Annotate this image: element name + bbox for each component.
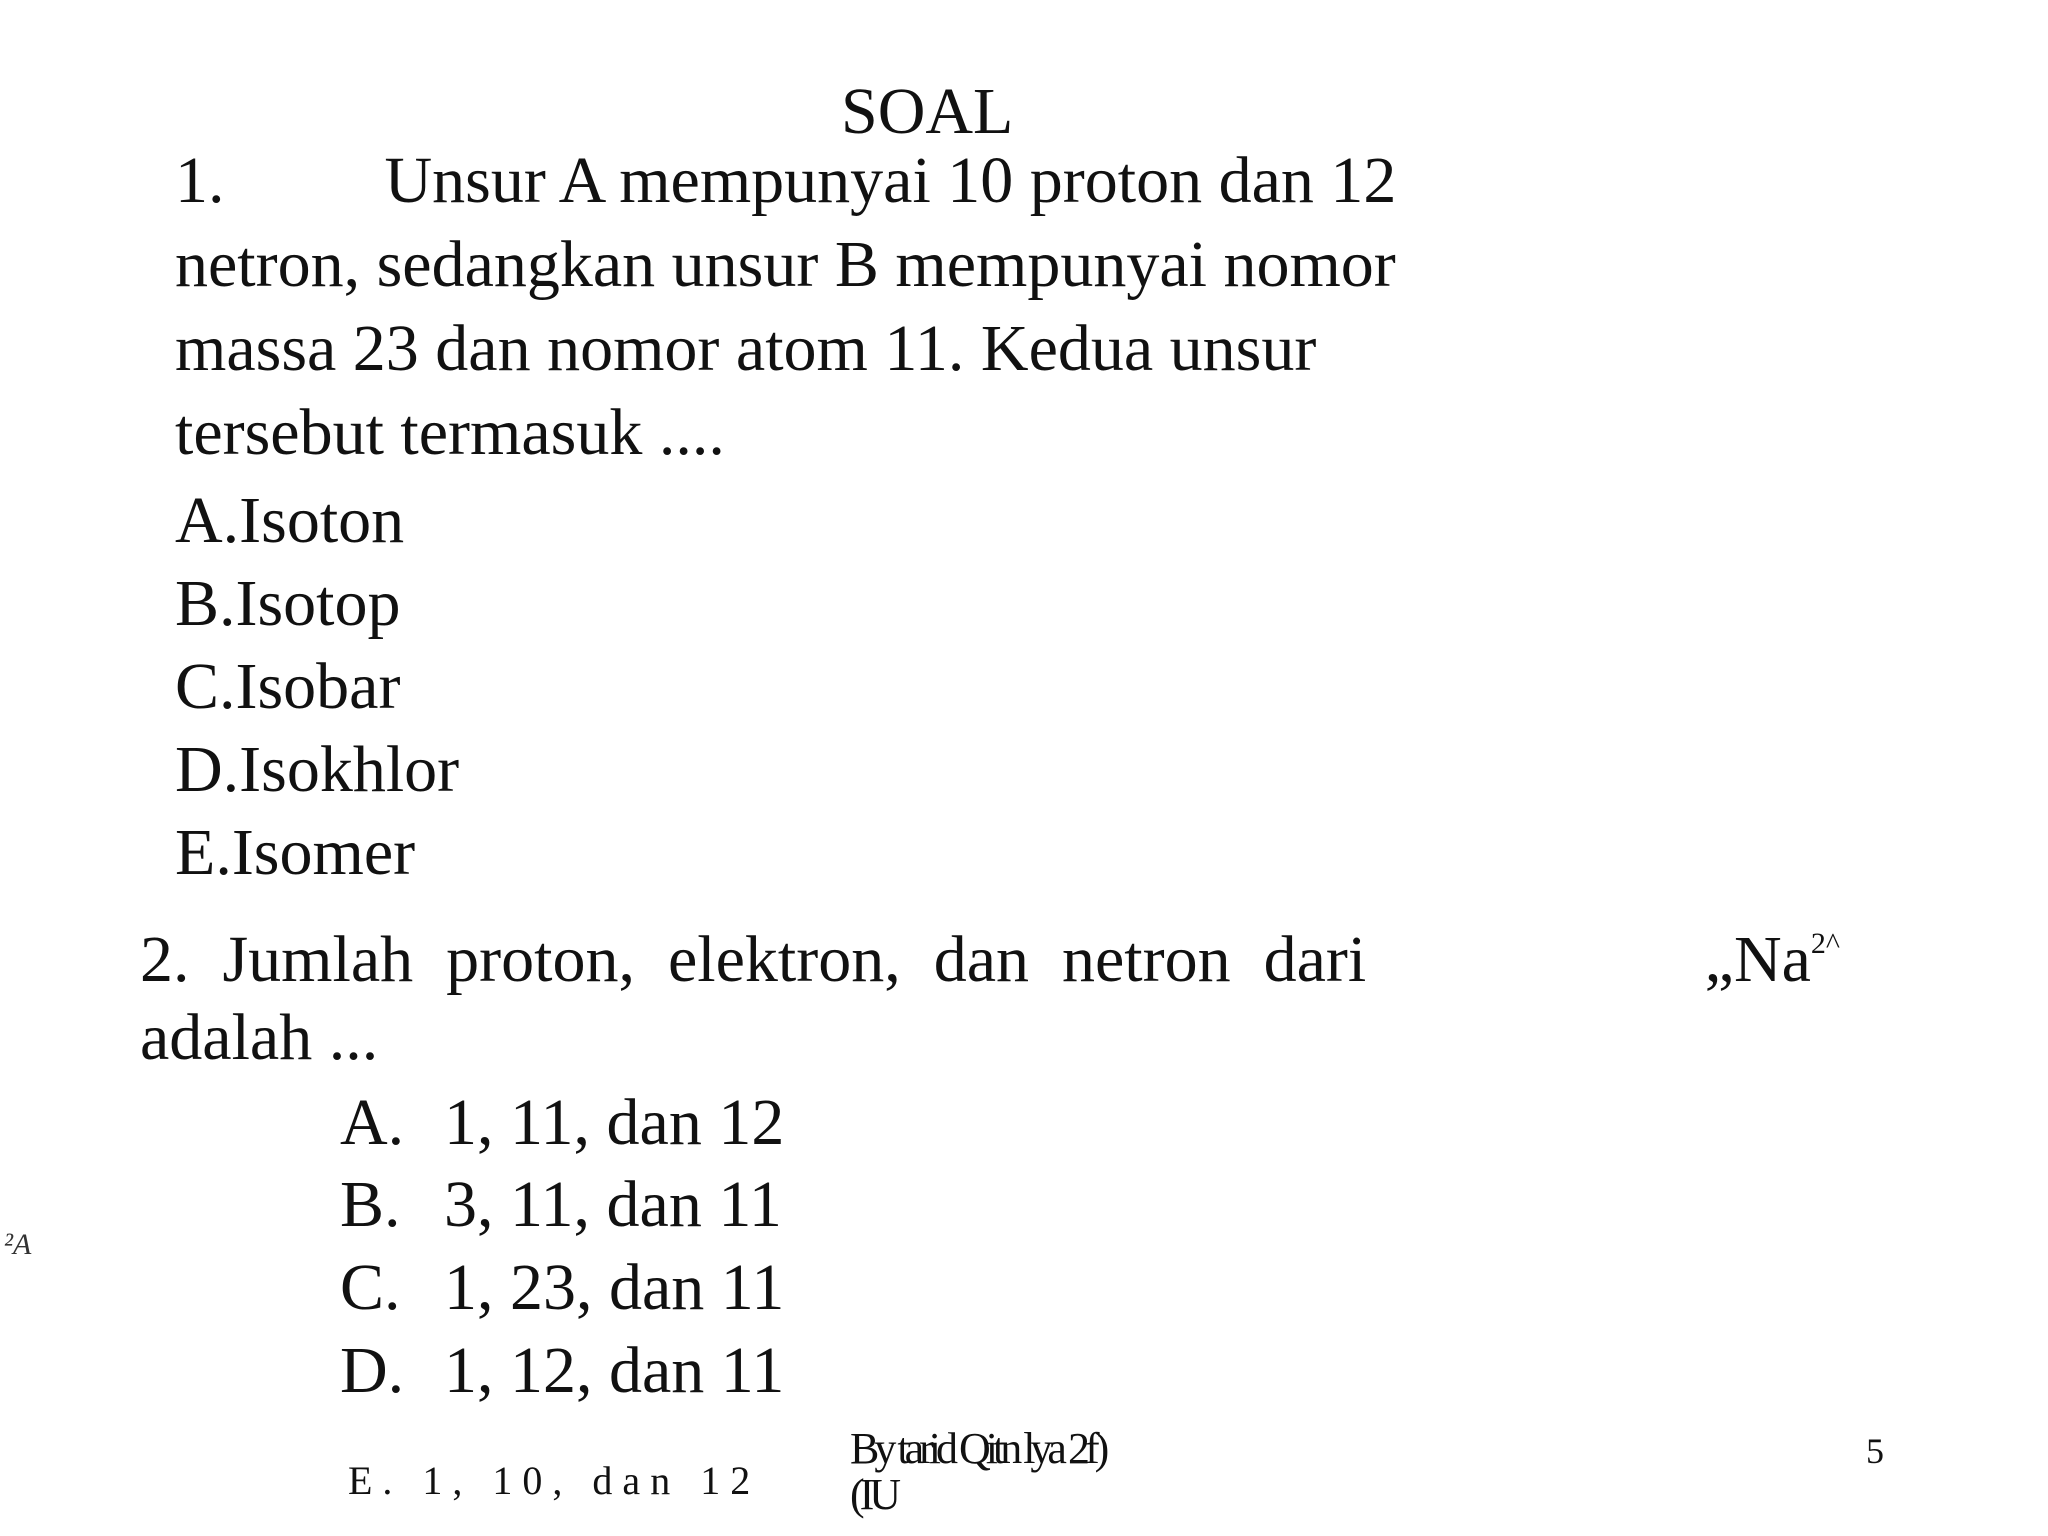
question-1-line-3: massa 23 dan nomor atom 11. Kedua unsur [175,312,1317,385]
option-text: 1, 11, dan 12 [444,1086,785,1159]
option-text: 1, 12, dan 11 [444,1334,785,1407]
page-number: 5 [1866,1431,1884,1471]
option-letter: D. [340,1334,405,1407]
question-2-line-2: adalah ... [140,1001,379,1074]
question-2-option-c [340,1251,785,1324]
footer-credit [850,1426,1104,1518]
footer-line-1: By tarid Qitn lya 2f) [850,1424,1105,1473]
na-symbol: „Na [1704,923,1811,996]
question-1-option-a: A.Isoton [175,484,405,557]
question-1-option-c: C.Isobar [175,650,401,723]
question-2-option-e: E. 1, 10, dan 12 [348,1458,761,1503]
question-1-option-d: D.Isokhlor [175,733,460,806]
question-2-option-b [340,1168,782,1241]
question-2-text: 2. Jumlah proton, elektron, dan netron dari [140,923,1367,996]
question-1-number: 1. [175,144,225,217]
question-1-line-2: netron, sedangkan unsur B mempunyai nomor [175,228,1396,301]
question-1-text-1: Unsur A mempunyai 10 proton dan 12 [384,144,1397,217]
option-text: 3, 11, dan 11 [444,1168,782,1241]
option-text: 1, 23, dan 11 [444,1251,785,1324]
question-2-option-a [340,1086,785,1159]
option-letter: A. [340,1086,405,1159]
question-2-symbol [1705,922,1840,998]
question-1-option-b: B.Isotop [175,567,401,640]
footer-line-2: (IU [850,1470,897,1520]
option-letter: C. [340,1251,401,1324]
question-2-option-d [340,1334,785,1407]
page-title: SOAL [841,75,1014,148]
question-1-line-4: tersebut termasuk .... [175,396,725,469]
option-letter: B. [340,1168,401,1241]
question-1-option-e: E.Isomer [175,816,416,889]
na-superscript: 2^ [1810,927,1840,960]
stray-mark: ²A [4,1228,32,1261]
question-2-line-1 [140,922,1840,998]
question-1-line-1 [175,144,1397,217]
